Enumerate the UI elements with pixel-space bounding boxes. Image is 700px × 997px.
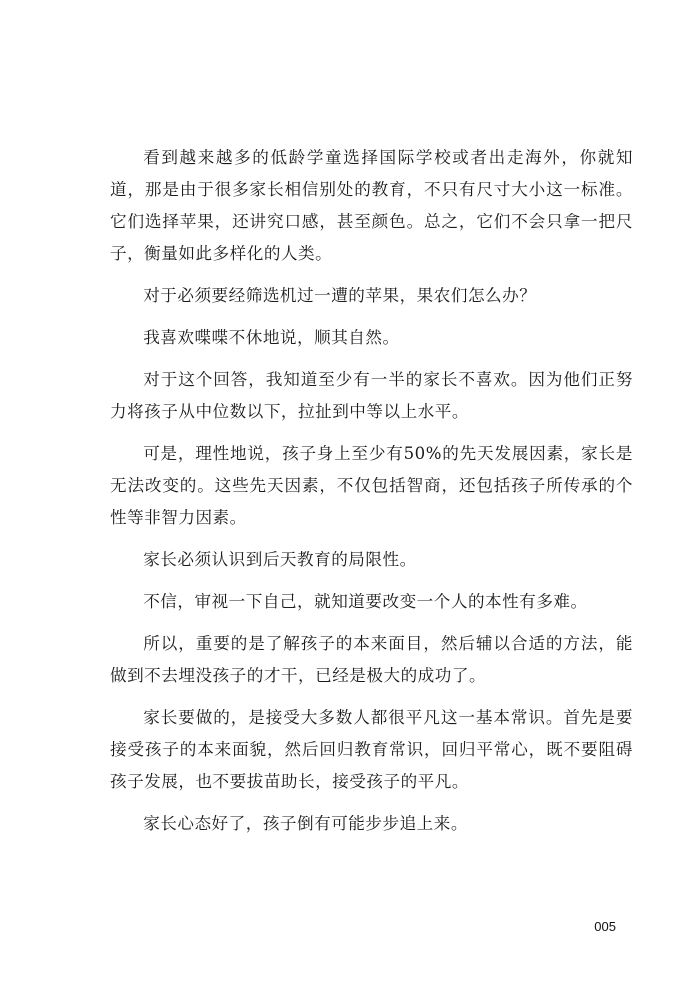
paragraph: 对于必须要经筛选机过一遭的苹果，果农们怎么办？ (143, 286, 537, 305)
page-number: 005 (594, 919, 616, 934)
paragraph: 家长心态好了，孩子倒有可能步步追上来。 (143, 814, 468, 833)
paragraph: 看到越来越多的低龄学童选择国际学校或者出走海外，你就知道，那是由于很多家长相信别处的教育，不只有尺寸大小这一标准。它们选择苹果，还讲究口感，甚至颜色。总之，它们不会只拿一把尺子，衡量如此多样化的人类。 (110, 148, 633, 263)
paragraph: 不信，审视一下自己，就知道要改变一个人的本性有多难。 (143, 592, 588, 611)
paragraph: 所以，重要的是了解孩子的本来面目，然后辅以合适的方法，能做到不去埋没孩子的才干，已经是极大的成功了。 (110, 634, 633, 685)
paragraph: 家长要做的，是接受大多数人都很平凡这一基本常识。首先是要接受孩子的本来面貌，然后回归教育常识，回归平常心，既不要阻碍孩子发展，也不要拔苗助长，接受孩子的平凡。 (110, 708, 633, 791)
body-text (110, 142, 633, 850)
paragraph: 我喜欢喋喋不休地说，顺其自然。 (143, 328, 400, 347)
paragraph: 对于这个回答，我知道至少有一半的家长不喜欢。因为他们正努力将孩子从中位数以下，拉扯到中等以上水平。 (110, 370, 633, 421)
paragraph: 可是，理性地说，孩子身上至少有50%的先天发展因素，家长是无法改变的。这些先天因素，不仅包括智商，还包括孩子所传承的个性等非智力因素。 (110, 444, 633, 527)
paragraph: 家长必须认识到后天教育的局限性。 (143, 550, 417, 569)
